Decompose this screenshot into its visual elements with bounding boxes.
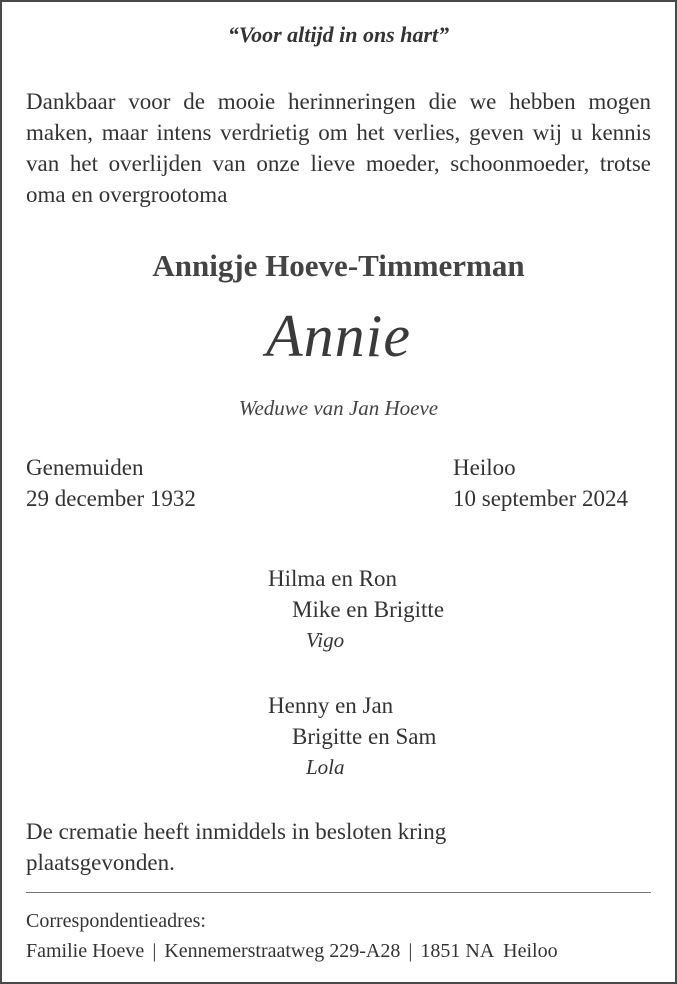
family-group	[268, 563, 444, 656]
divider	[26, 892, 651, 893]
children: Hilma en Ron	[268, 566, 398, 591]
address-separator: |	[408, 940, 413, 962]
intro-text: Dankbaar voor de mooie herinneringen die we hebben mogen maken, maar intens verdrietig om het verlies, geven wij u kennis van het overlijden van onze lieve moeder, schoonmoeder, trotse oma en overgrootoma	[26, 89, 651, 207]
deceased-nickname: Annie	[266, 303, 411, 369]
great-grandchildren: Lola	[306, 755, 345, 779]
widow-of: Weduwe van Jan Hoeve	[238, 396, 439, 420]
grandchildren: Brigitte en Sam	[292, 724, 437, 749]
cremation-note: De crematie heeft inmiddels in besloten kring plaatsgevonden.	[26, 819, 447, 875]
address-separator: |	[152, 940, 157, 962]
birth-block	[26, 452, 196, 514]
birth-place: Genemuiden	[26, 455, 144, 480]
grandchildren: Mike en Brigitte	[292, 597, 445, 622]
birth-date: 29 december 1932	[26, 486, 196, 511]
address-family: Familie Hoeve	[26, 940, 145, 962]
children: Henny en Jan	[268, 693, 394, 718]
death-date: 10 september 2024	[453, 486, 629, 511]
great-grandchildren: Vigo	[306, 628, 345, 652]
death-place: Heiloo	[453, 455, 516, 480]
death-block	[453, 452, 628, 514]
correspondence-address	[26, 940, 558, 963]
motto: “Voor altijd in ons hart”	[227, 22, 450, 47]
address-street: Kennemerstraatweg 229-A28	[164, 940, 401, 962]
family-group	[268, 690, 436, 783]
address-city: 1851 NA Heiloo	[420, 940, 558, 962]
deceased-full-name: Annigje Hoeve-Timmerman	[152, 248, 525, 283]
correspondence-label: Correspondentieadres:	[26, 910, 206, 932]
